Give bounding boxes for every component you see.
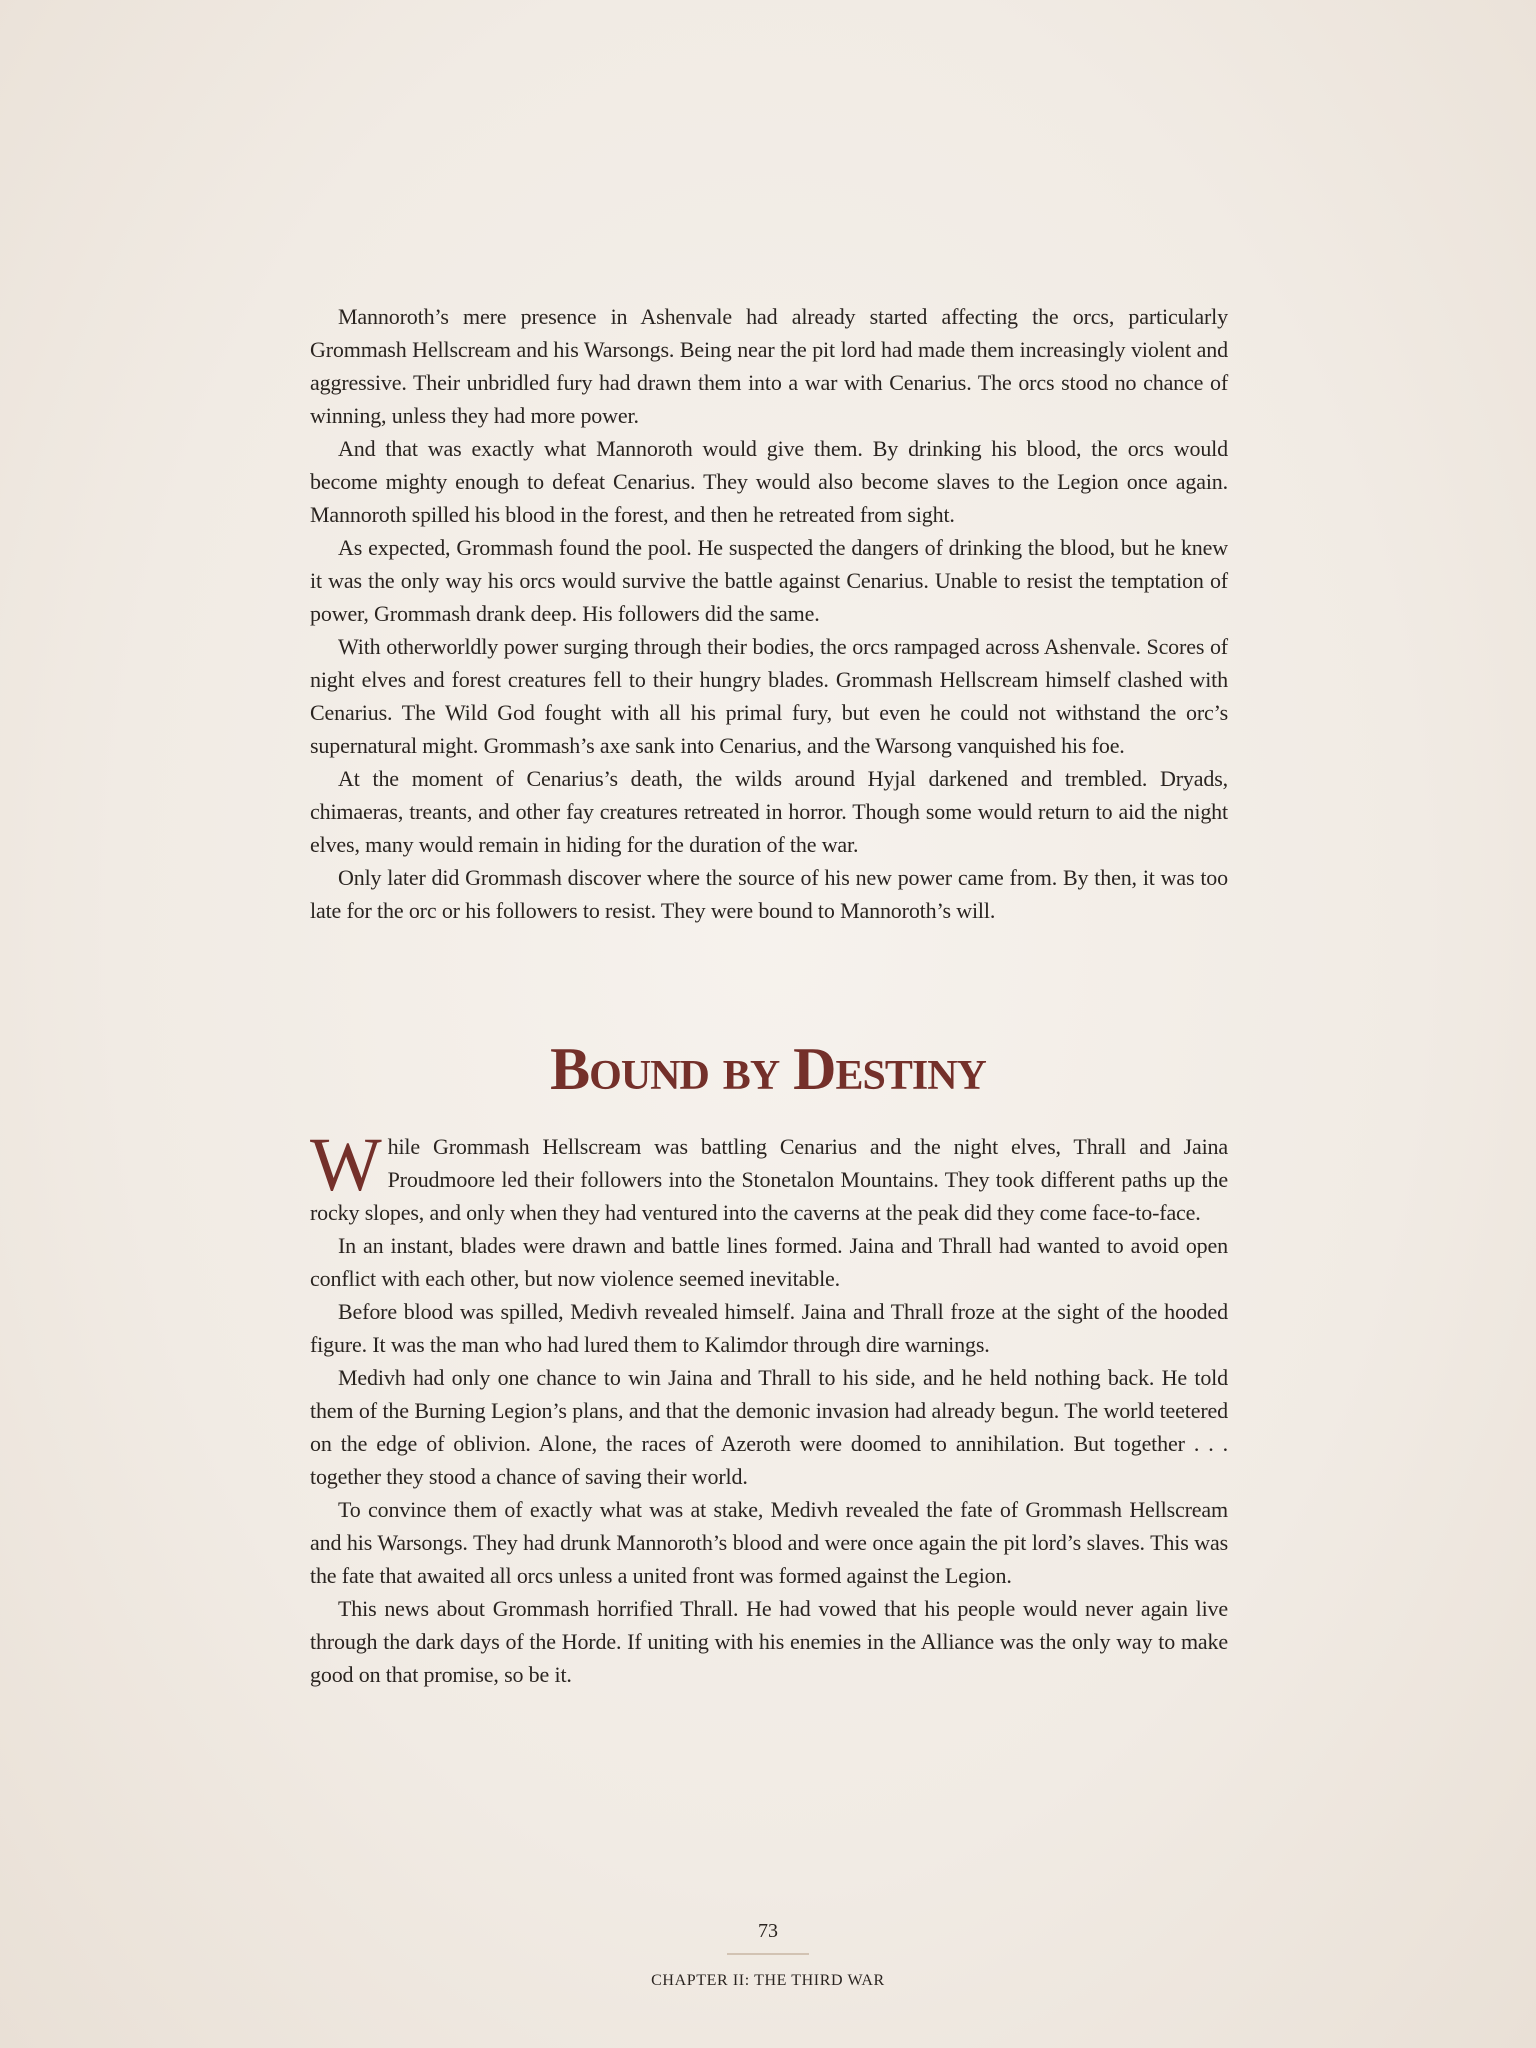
section-1-body <box>310 300 1228 927</box>
paragraph: This news about Grommash horrified Thrall. He had vowed that his people would never again live through the dark days of the Horde. If uniting with his enemies in the Alliance was the only way to make good on that promise, so be it. <box>310 1596 1228 1687</box>
section-heading: Bound by Destiny <box>550 1036 986 1102</box>
paragraph: At the moment of Cenarius’s death, the wilds around Hyjal darkened and trembled. Dryads, chimaeras, treants, and other fay creatures retreated in horror. Though some would return to aid the night elves, many would remain in hiding for the duration of the war. <box>310 766 1228 857</box>
first-paragraph-text: hile Grommash Hellscream was battling Cenarius and the night elves, Thrall and Jaina Proudmoore led their followers into the Stonetalon Mountains. They took different paths up the rocky slopes, and only when they had ventured into the caverns at the peak did they come face-to-face. <box>310 1134 1228 1225</box>
paragraph: With otherworldly power surging through their bodies, the orcs rampaged across Ashenvale. Scores of night elves and forest creatures fell to their hungry blades. Grommash Hellscream himself clashed with Cenarius. The Wild God fought with all his primal fury, but even he could not withstand the orc’s supernatural might. Grommash’s axe sank into Cenarius, and the Warsong vanquished his foe. <box>310 634 1228 758</box>
footer-divider <box>727 1953 809 1955</box>
page-number: 73 <box>758 1920 778 1942</box>
paragraph: As expected, Grommash found the pool. He suspected the dangers of drinking the blood, but he knew it was the only way his orcs would survive the battle against Cenarius. Unable to resist the temptation of power, Grommash drank deep. His followers did the same. <box>310 535 1228 626</box>
paragraph: Mannoroth’s mere presence in Ashenvale had already started affecting the orcs, particularly Grommash Hellscream and his Warsongs. Being near the pit lord had made them increasingly violent and aggressive. Their unbridled fury had drawn them into a war with Cenarius. The orcs stood no chance of winning, unless they had more power. <box>310 304 1228 428</box>
paragraph: Only later did Grommash discover where the source of his new power came from. By then, it was too late for the orc or his followers to resist. They were bound to Mannoroth’s will. <box>310 865 1228 923</box>
first-paragraph <box>310 1123 1228 1229</box>
chapter-title: CHAPTER II: THE THIRD WAR <box>651 1972 885 1989</box>
paragraph: To convince them of exactly what was at stake, Medivh revealed the fate of Grommash Hellscream and his Warsongs. They had drunk Mannoroth’s blood and were once again the pit lord’s slaves. This was the fate that awaited all orcs unless a united front was formed against the Legion. <box>310 1497 1228 1588</box>
paragraph: Before blood was spilled, Medivh revealed himself. Jaina and Thrall froze at the sight of the hooded figure. It was the man who had lured them to Kalimdor through dire warnings. <box>310 1299 1228 1357</box>
paragraph: In an instant, blades were drawn and battle lines formed. Jaina and Thrall had wanted to avoid open conflict with each other, but now violence seemed inevitable. <box>310 1233 1228 1291</box>
paragraph: Medivh had only one chance to win Jaina and Thrall to his side, and he held nothing back. He told them of the Burning Legion’s plans, and that the demonic invasion had already begun. The world teetered on the edge of oblivion. Alone, the races of Azeroth were doomed to annihilation. But together . . . together they stood a chance of saving their world. <box>310 1365 1228 1489</box>
paragraph: And that was exactly what Mannoroth would give them. By drinking his blood, the orcs would become mighty enough to defeat Cenarius. They would also become slaves to the Legion once again. Mannoroth spilled his blood in the forest, and then he retreated from sight. <box>310 436 1228 527</box>
drop-cap: W <box>310 1123 382 1207</box>
section-2-body <box>310 1123 1228 1691</box>
